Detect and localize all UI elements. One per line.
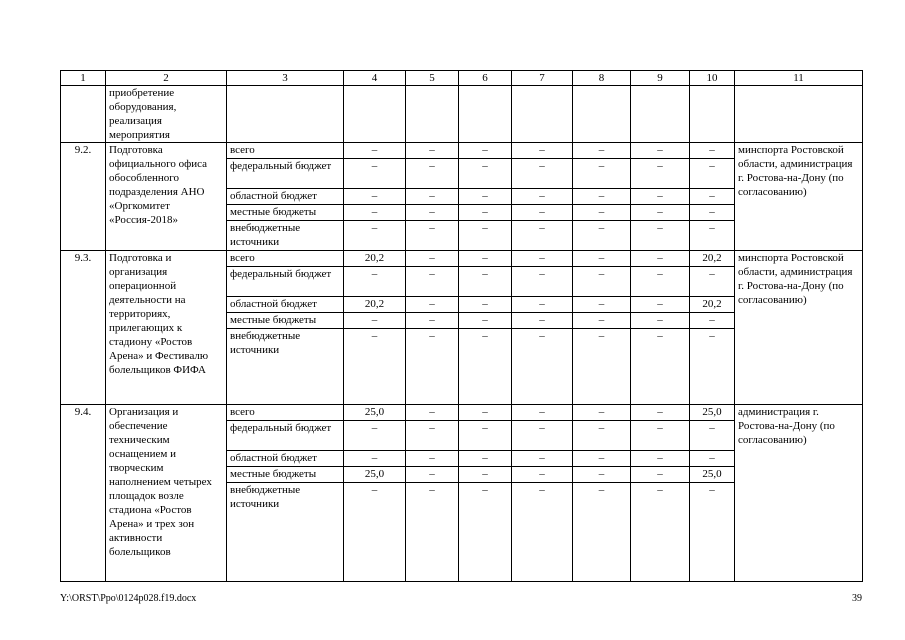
funding-source: областной бюджет [227,297,344,313]
amount-cell: 20,2 [690,297,735,313]
amount-cell: – [459,189,512,205]
amount-cell: – [512,143,573,159]
amount-cell: – [631,189,690,205]
amount-cell: – [512,451,573,467]
amount-cell: – [690,221,735,251]
amount-cell: – [344,159,406,189]
amount-cell: – [344,329,406,405]
amount-cell: – [459,143,512,159]
amount-cell: – [344,267,406,297]
amount-cell: – [406,267,459,297]
amount-cell: – [344,221,406,251]
amount-cell: – [512,297,573,313]
amount-cell: – [344,483,406,582]
amount-cell: 20,2 [344,251,406,267]
funding-source: областной бюджет [227,451,344,467]
amount-cell: – [406,421,459,451]
funding-source: федеральный бюджет [227,267,344,297]
col-header: 10 [690,71,735,86]
continued-row [61,86,863,143]
amount-cell: – [512,251,573,267]
amount-cell: – [573,189,631,205]
amount-cell: – [406,205,459,221]
section-number: 9.3. [61,251,106,405]
amount-cell: – [690,159,735,189]
amount-cell: – [690,267,735,297]
amount-cell: – [459,159,512,189]
amount-cell: – [512,267,573,297]
amount-cell: – [573,143,631,159]
amount-cell: – [573,313,631,329]
amount-cell: – [406,451,459,467]
amount-cell: 25,0 [344,405,406,421]
amount-cell: – [573,159,631,189]
amount-cell: – [631,297,690,313]
amount-cell: – [573,405,631,421]
amount-cell: 20,2 [690,251,735,267]
amount-cell: – [344,143,406,159]
funding-source: федеральный бюджет [227,159,344,189]
amount-cell: – [573,267,631,297]
amount-cell: 25,0 [690,467,735,483]
amount-cell: – [631,251,690,267]
amount-cell: – [344,421,406,451]
amount-cell: – [459,451,512,467]
amount-cell: – [573,483,631,582]
amount-cell: – [512,313,573,329]
amount-cell: – [459,205,512,221]
col-header: 4 [344,71,406,86]
table-row [61,251,863,267]
amount-cell: 20,2 [344,297,406,313]
amount-cell: – [406,405,459,421]
amount-cell: – [631,267,690,297]
col-header: 6 [459,71,512,86]
measure-name: Организация и обеспечение техническим оснащением и творческим наполнением четырех площадок возле стадиона «Ростов Арена» и трех зон активности болельщиков [106,405,227,582]
amount-cell: 25,0 [344,467,406,483]
amount-cell: – [512,467,573,483]
amount-cell: – [459,483,512,582]
executor: минспорта Ростовской области, администрация г. Ростова-на-Дону (по согласованию) [735,251,863,405]
amount-cell: – [573,451,631,467]
amount-cell: – [690,143,735,159]
measure-name: Подготовка и организация операционной деятельности на территориях, прилегающих к стадиону «Ростов Арена» и Фестивалю болельщиков ФИФА [106,251,227,405]
measure-name: приобретение оборудования, реализация мероприятия [106,86,227,143]
funding-source: местные бюджеты [227,205,344,221]
amount-cell: – [573,221,631,251]
amount-cell: – [344,451,406,467]
amount-cell: – [406,297,459,313]
amount-cell: – [459,421,512,451]
col-header: 2 [106,71,227,86]
funding-source: внебюджетные источники [227,483,344,582]
col-header: 7 [512,71,573,86]
amount-cell: – [459,467,512,483]
amount-cell: – [406,143,459,159]
amount-cell: – [406,159,459,189]
amount-cell: – [631,329,690,405]
table-row [61,405,863,421]
amount-cell: – [690,451,735,467]
amount-cell: – [406,251,459,267]
measure-name: Подготовка официального офиса обособленного подразделения АНО «Оргкомитет «Россия-2018» [106,143,227,251]
amount-cell: – [512,405,573,421]
amount-cell: – [573,421,631,451]
col-header: 3 [227,71,344,86]
amount-cell: – [690,421,735,451]
funding-source: всего [227,405,344,421]
amount-cell: – [406,189,459,205]
amount-cell: – [344,189,406,205]
amount-cell: – [573,297,631,313]
amount-cell: – [631,405,690,421]
amount-cell: – [459,221,512,251]
amount-cell: – [512,221,573,251]
budget-table [60,70,863,582]
amount-cell: – [690,205,735,221]
amount-cell: – [512,329,573,405]
funding-source: федеральный бюджет [227,421,344,451]
funding-source: всего [227,143,344,159]
amount-cell: – [631,313,690,329]
amount-cell: – [406,313,459,329]
funding-source: внебюджетные источники [227,329,344,405]
amount-cell: – [631,421,690,451]
funding-source: местные бюджеты [227,467,344,483]
amount-cell: – [573,467,631,483]
funding-source: местные бюджеты [227,313,344,329]
amount-cell: – [459,313,512,329]
funding-source: внебюджетные источники [227,221,344,251]
col-header: 1 [61,71,106,86]
amount-cell: – [631,483,690,582]
amount-cell: – [631,221,690,251]
amount-cell: – [459,267,512,297]
amount-cell: – [631,467,690,483]
footer-file-path: Y:\ORST\Ppo\0124p028.f19.docx [60,593,197,604]
amount-cell: – [406,329,459,405]
amount-cell: – [459,297,512,313]
amount-cell: – [512,189,573,205]
amount-cell: – [406,483,459,582]
amount-cell: – [459,251,512,267]
col-header: 11 [735,71,863,86]
amount-cell: – [512,159,573,189]
executor: минспорта Ростовской области, администрация г. Ростова-на-Дону (по согласованию) [735,143,863,251]
amount-cell: – [631,451,690,467]
table-row [61,143,863,159]
amount-cell: – [690,329,735,405]
amount-cell: – [459,405,512,421]
header-row [61,71,863,86]
amount-cell: – [344,313,406,329]
col-header: 9 [631,71,690,86]
amount-cell: – [631,205,690,221]
amount-cell: – [631,159,690,189]
page-number: 39 [852,593,862,604]
amount-cell: – [573,205,631,221]
amount-cell: – [690,313,735,329]
section-number: 9.2. [61,143,106,251]
section-number: 9.4. [61,405,106,582]
amount-cell: – [406,221,459,251]
amount-cell: – [690,189,735,205]
funding-source: областной бюджет [227,189,344,205]
amount-cell: – [512,205,573,221]
amount-cell: – [344,205,406,221]
col-header: 8 [573,71,631,86]
amount-cell: – [690,483,735,582]
amount-cell: – [631,143,690,159]
amount-cell: 25,0 [690,405,735,421]
amount-cell: – [406,467,459,483]
amount-cell: – [459,329,512,405]
col-header: 5 [406,71,459,86]
amount-cell: – [512,421,573,451]
executor: администрация г. Ростова-на-Дону (по согласованию) [735,405,863,582]
amount-cell: – [573,251,631,267]
amount-cell: – [512,483,573,582]
funding-source: всего [227,251,344,267]
amount-cell: – [573,329,631,405]
